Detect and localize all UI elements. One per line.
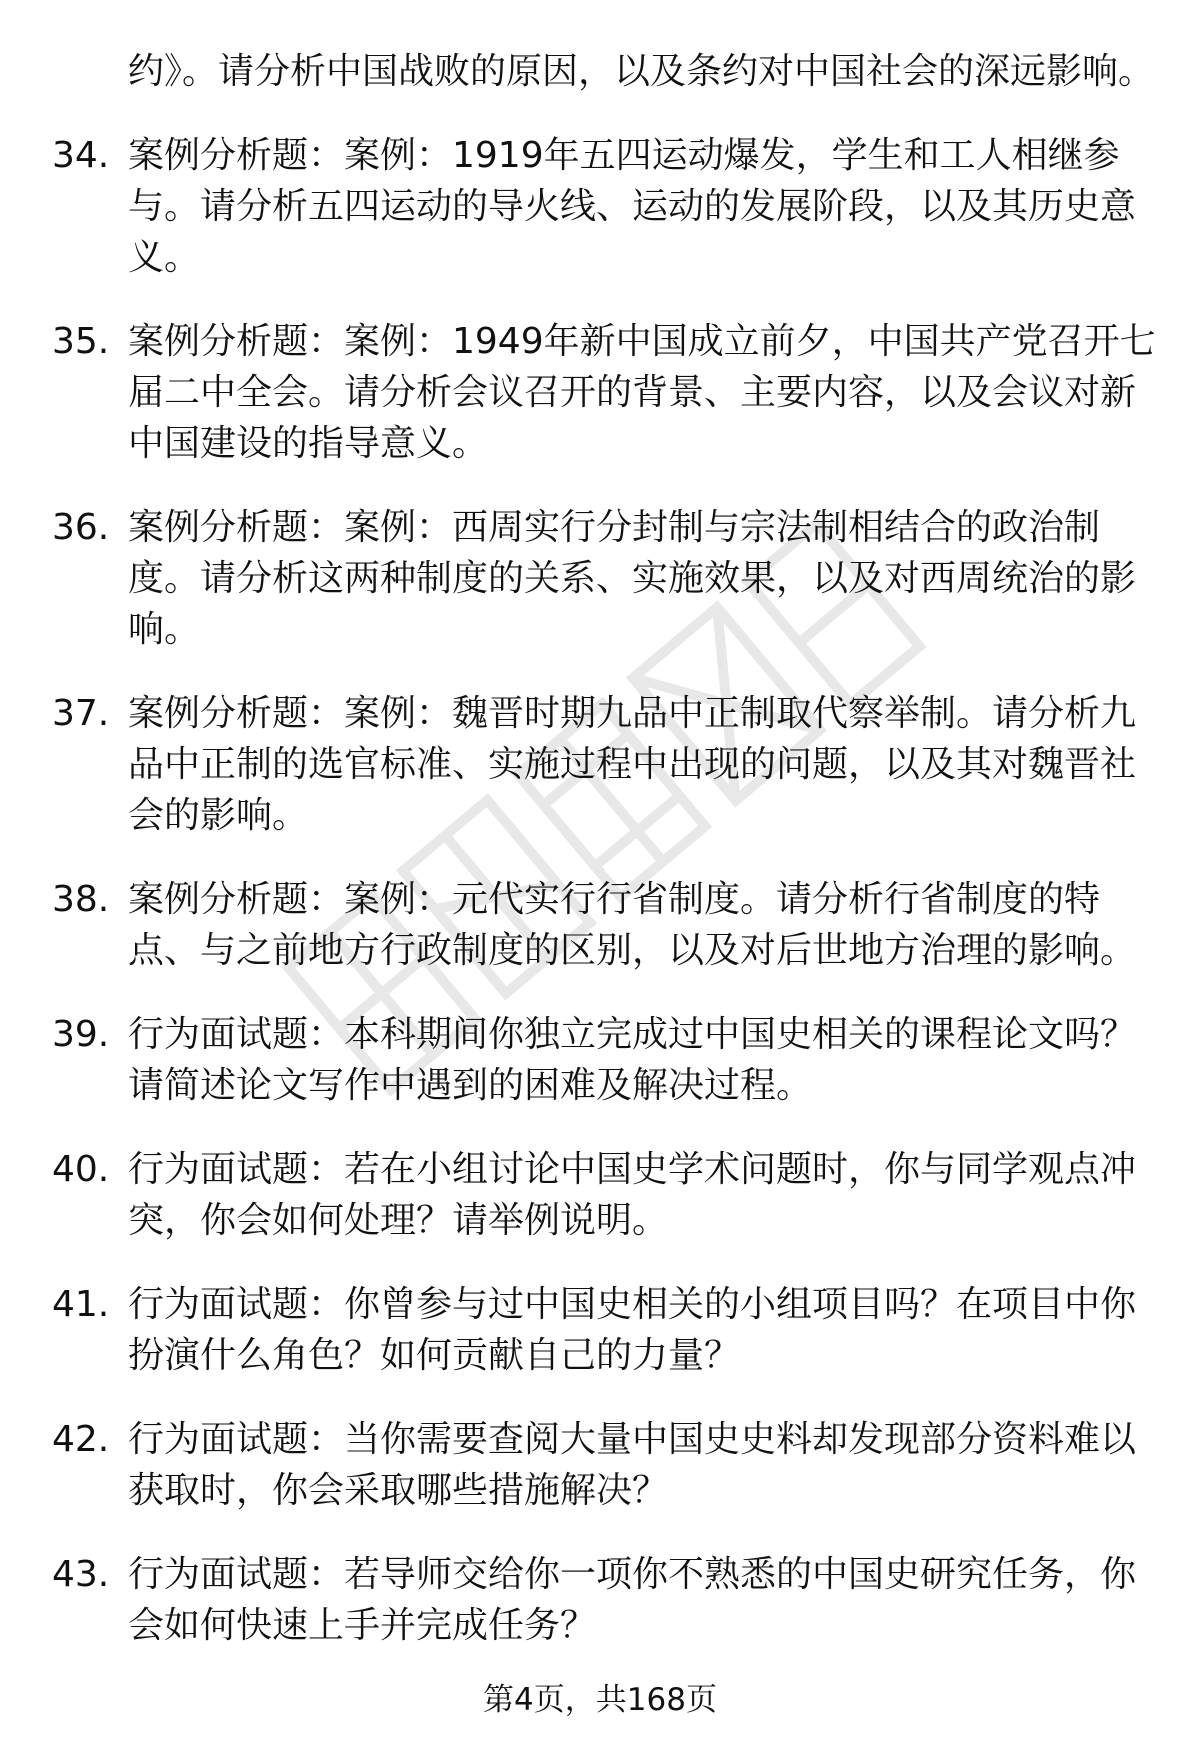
- question-item: [52, 502, 1162, 655]
- question-text: 案例分析题：案例：元代实行行省制度。请分析行省制度的特点、与之前地方行政制度的区别，以及对后世地方治理的影响。: [128, 879, 1137, 971]
- document-body: [52, 46, 1162, 1684]
- question-number: 38.: [52, 879, 110, 920]
- question-item: [52, 874, 1162, 976]
- question-number: 39.: [52, 1014, 110, 1055]
- question-text: 行为面试题：若在小组讨论中国史学术问题时，你与同学观点冲突，你会如何处理？请举例说明。: [128, 1149, 1137, 1241]
- question-number: 42.: [52, 1419, 110, 1460]
- question-text: 行为面试题：当你需要查阅大量中国史史料却发现部分资料难以获取时，你会采取哪些措施解决？: [128, 1419, 1137, 1511]
- continuation-paragraph: 约》。请分析中国战败的原因，以及条约对中国社会的深远影响。: [128, 51, 1155, 92]
- question-item: [52, 688, 1162, 841]
- question-text: 案例分析题：案例：西周实行分封制与宗法制相结合的政治制度。请分析这两种制度的关系、实施效果，以及对西周统治的影响。: [128, 507, 1137, 650]
- question-text: 案例分析题：案例：1949年新中国成立前夕，中国共产党召开七届二中全会。请分析会议召开的背景、主要内容，以及会议对新中国建设的指导意义。: [128, 321, 1156, 464]
- question-item: [52, 316, 1162, 469]
- question-item: [52, 1144, 1162, 1246]
- page-footer: 第4页，共168页: [483, 1682, 717, 1718]
- question-number: 36.: [52, 507, 110, 548]
- question-text: 行为面试题：本科期间你独立完成过中国史相关的课程论文吗？请简述论文写作中遇到的困难及解决过程。: [128, 1014, 1137, 1106]
- question-item: [52, 130, 1162, 283]
- question-number: 34.: [52, 135, 110, 176]
- question-text: 案例分析题：案例：魏晋时期九品中正制取代察举制。请分析九品中正制的选官标准、实施过程中出现的问题，以及其对魏晋社会的影响。: [128, 693, 1137, 836]
- question-text: 案例分析题：案例：1919年五四运动爆发，学生和工人相继参与。请分析五四运动的导火线、运动的发展阶段，以及其历史意义。: [128, 135, 1137, 278]
- question-item: [52, 1279, 1162, 1381]
- question-number: 37.: [52, 693, 110, 734]
- question-number: 35.: [52, 321, 110, 362]
- question-item: [52, 1414, 1162, 1516]
- question-item: [52, 1549, 1162, 1651]
- question-number: 41.: [52, 1284, 110, 1325]
- question-item: [52, 1009, 1162, 1111]
- question-text: 行为面试题：你曾参与过中国史相关的小组项目吗？在项目中你扮演什么角色？如何贡献自己的力量？: [128, 1284, 1137, 1376]
- question-text: 行为面试题：若导师交给你一项你不熟悉的中国史研究任务，你会如何快速上手并完成任务？: [128, 1554, 1137, 1646]
- question-number: 43.: [52, 1554, 110, 1595]
- question-number: 40.: [52, 1149, 110, 1190]
